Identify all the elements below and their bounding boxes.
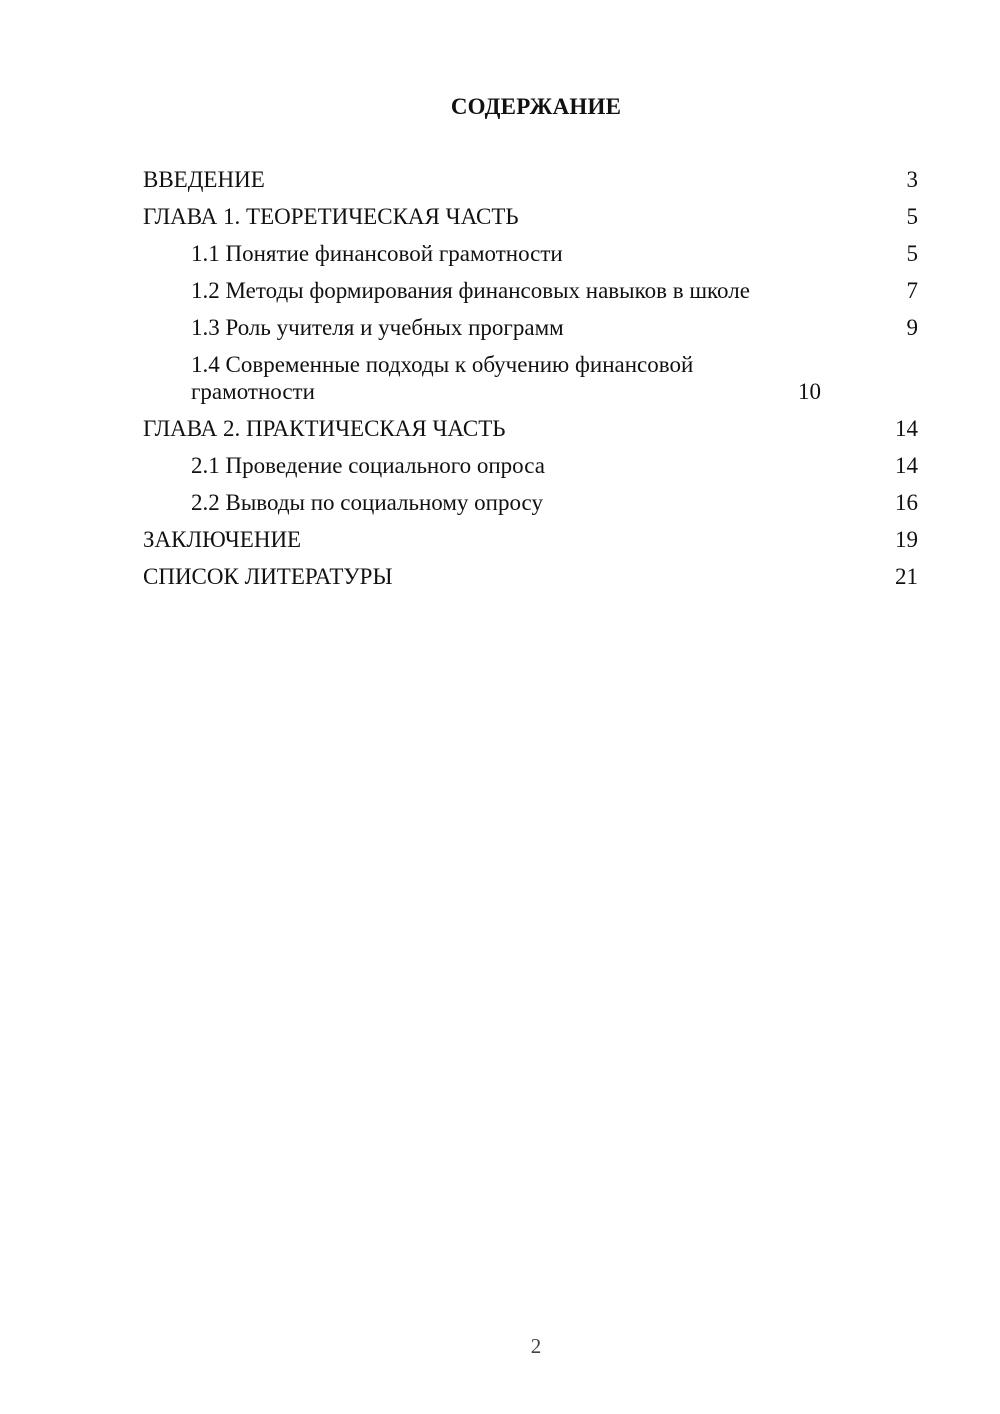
toc-entry-chapter-2[interactable]	[143, 415, 918, 442]
toc-entry-title: ГЛАВА 1. ТЕОРЕТИЧЕСКАЯ ЧАСТЬ	[143, 204, 519, 229]
toc-entry-section-1-3[interactable]	[143, 314, 918, 341]
toc-entry-title: ГЛАВА 2. ПРАКТИЧЕСКАЯ ЧАСТЬ	[143, 416, 506, 441]
toc-entry-title: СПИСОК ЛИТЕРАТУРЫ	[143, 564, 393, 589]
page-number: 2	[530, 1334, 542, 1358]
toc-entry-page: 21	[895, 564, 918, 589]
toc-entry-section-1-4[interactable]	[143, 351, 918, 405]
toc-entry-page: 5	[906, 241, 918, 266]
toc-entry-title: 1.4 Современные подходы к обучению финансовой грамотности	[191, 352, 694, 404]
toc-entry-title: 2.2 Выводы по социальному опросу	[191, 490, 543, 515]
toc-entry-page: 7	[906, 278, 918, 303]
toc-entry-title: 1.3 Роль учителя и учебных программ	[191, 315, 564, 340]
toc-entry-title: ЗАКЛЮЧЕНИЕ	[143, 527, 302, 552]
toc-entry-title: 1.2 Методы формирования финансовых навыков в школе	[191, 278, 750, 303]
toc-entry-section-1-1[interactable]	[143, 240, 918, 267]
toc-heading: СОДЕРЖАНИЕ	[450, 94, 622, 119]
toc-entry-section-2-2[interactable]	[143, 489, 918, 516]
toc-entry-page: 10	[798, 379, 821, 404]
toc-entry-chapter-1[interactable]	[143, 203, 918, 230]
toc-entry-title: ВВЕДЕНИЕ	[143, 167, 265, 192]
toc-entry-section-1-2[interactable]	[143, 277, 918, 304]
toc-entry-page: 14	[895, 416, 918, 441]
toc-entry-page: 14	[895, 453, 918, 478]
toc-entry-page: 3	[906, 167, 918, 192]
toc-entry-page: 19	[895, 527, 918, 552]
toc-entry-introduction[interactable]	[143, 166, 918, 193]
table-of-contents	[143, 166, 918, 600]
toc-entry-conclusion[interactable]	[143, 526, 918, 553]
toc-entry-title: 2.1 Проведение социального опроса	[191, 453, 545, 478]
toc-entry-section-2-1[interactable]	[143, 452, 918, 479]
toc-entry-bibliography[interactable]	[143, 563, 918, 590]
toc-entry-page: 9	[906, 315, 918, 340]
toc-entry-page: 16	[895, 490, 918, 515]
toc-entry-title: 1.1 Понятие финансовой грамотности	[191, 241, 563, 266]
toc-entry-page: 5	[906, 204, 918, 229]
